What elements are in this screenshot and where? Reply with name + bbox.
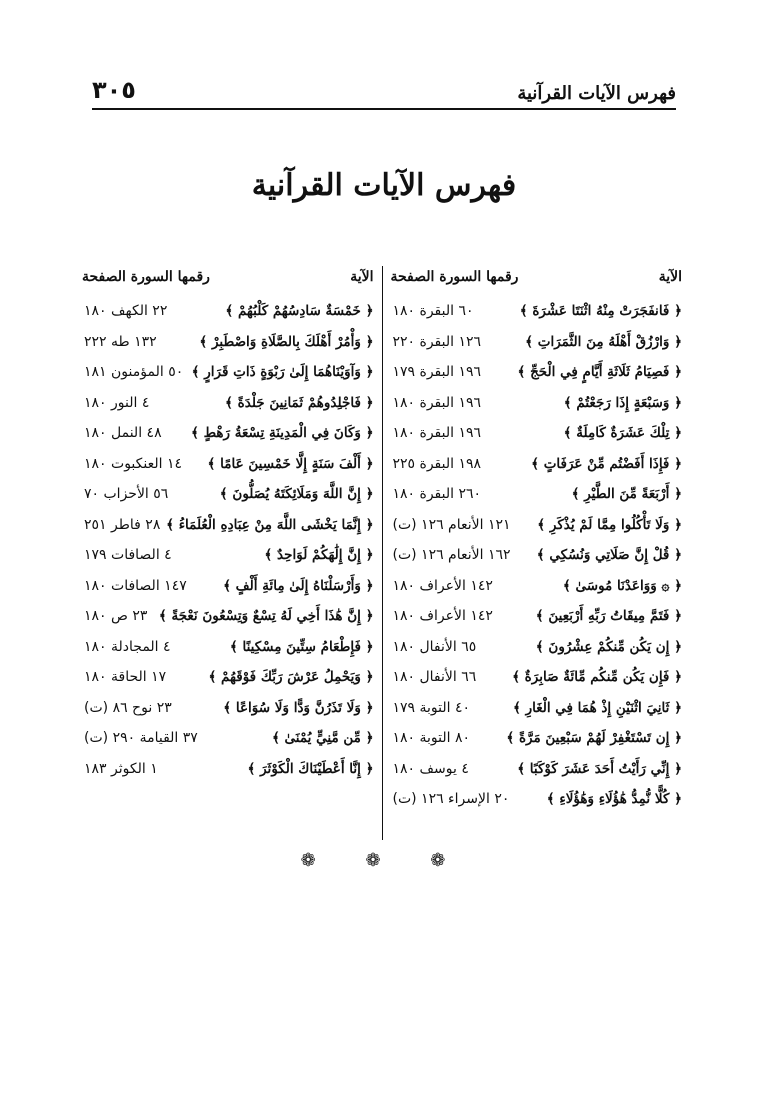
verse-reference: ٤ الصافات ١٧٩ — [84, 547, 172, 564]
verse-text: ﴿ فَتَمَّ مِيقَاتُ رَبِّهِ أَرْبَعِينَ ﴾ — [535, 608, 682, 625]
verse-reference: ١٢١ الأنعام ١٢٦ (ت) — [392, 516, 511, 533]
running-head — [92, 68, 676, 110]
index-row — [390, 540, 682, 571]
verse-text: ﴿ فَإِطْعَامُ سِتِّينَ مِسْكِينًا ﴾ — [229, 638, 374, 655]
verse-text: ﴿ إِنَّمَا يَخْشَى اللَّهَ مِنْ عِبَادِهِ الْعُلَمَاءُ ﴾ — [166, 516, 374, 533]
page-title: فهرس الآيات القرآنية — [251, 168, 517, 203]
column-header-ref: رقمها السورة الصفحة — [82, 269, 210, 285]
verse-text: ﴿ فَاجْلِدُوهُمْ ثَمَانِينَ جَلْدَةً ﴾ — [225, 394, 374, 411]
verse-text: ﴿ إِنَّ هَٰذَا أَخِي لَهُ تِسْعٌ وَتِسْعُونَ نَعْجَةً ﴾ — [158, 608, 374, 625]
index-row — [82, 296, 374, 327]
verse-reference: ١٤٧ الصافات ١٨٠ — [84, 577, 187, 594]
verse-text: ﴿ وَيَحْمِلُ عَرْشَ رَبِّكَ فَوْقَهُمْ ﴾ — [208, 669, 374, 686]
verse-reference: ٦٦ الأنفال ١٨٠ — [392, 669, 477, 686]
index-row — [82, 479, 374, 510]
index-row — [390, 784, 682, 815]
index-row — [82, 388, 374, 419]
index-row — [82, 510, 374, 541]
index-row — [390, 571, 682, 602]
index-columns — [82, 266, 682, 840]
verse-text: ﴿ إِنِّي رَأَيْتُ أَحَدَ عَشَرَ كَوْكَبًا ﴾ — [517, 760, 682, 777]
verse-reference: ٤٠ التوبة ١٧٩ — [392, 699, 471, 716]
column-header — [390, 266, 682, 288]
verse-reference: ٢٨ فاطر ٢٥١ — [84, 516, 161, 533]
index-row — [390, 296, 682, 327]
verse-text: ﴿ ثَانِيَ اثْنَيْنِ إِذْ هُمَا فِي الْغَارِ ﴾ — [512, 699, 682, 716]
verse-text: ﴿ فَانفَجَرَتْ مِنْهُ اثْنَتَا عَشْرَةَ ﴾ — [519, 303, 682, 320]
column-header-verse: الآية — [350, 269, 374, 285]
verse-reference: ٤ النور ١٨٠ — [84, 394, 150, 411]
verse-reference: ٨٠ التوبة ١٨٠ — [392, 730, 471, 747]
verse-reference: ١٧ الحاقة ١٨٠ — [84, 669, 167, 686]
verse-reference: ٤٨ النمل ١٨٠ — [84, 425, 162, 442]
index-row — [390, 632, 682, 663]
column-divider — [382, 266, 383, 840]
verse-text: ﴿ فَإِن يَكُن مِّنكُم مِّائَةٌ صَابِرَةٌ ﴾ — [512, 669, 682, 686]
verse-reference: ٢٠ الإسراء ١٢٦ (ت) — [392, 791, 510, 808]
left-column — [82, 266, 380, 840]
verse-text: ﴿ إِنَّ اللَّهَ وَمَلَائِكَتَهُ يُصَلُّونَ ﴾ — [219, 486, 374, 503]
verse-text: ﴿ أَلْفَ سَنَةٍ إِلَّا خَمْسِينَ عَامًا ﴾ — [207, 455, 374, 472]
verse-text: ﴿ كُلًّا نُّمِدُّ هَٰؤُلَاءِ وَهَٰؤُلَاءِ ﴾ — [546, 791, 682, 808]
verse-text: ﴿ إِن يَكُن مِّنكُمْ عِشْرُونَ ﴾ — [535, 638, 682, 655]
verse-text: ﴿ وَارْزُقْ أَهْلَهُ مِنَ الثَّمَرَاتِ ﴾ — [525, 333, 682, 350]
verse-text: ﴿ قُلْ إِنَّ صَلَاتِي وَنُسُكِي ﴾ — [536, 547, 682, 564]
index-row — [82, 754, 374, 785]
verse-reference: ٤ يوسف ١٨٠ — [392, 760, 469, 777]
index-row — [82, 723, 374, 754]
verse-reference: ١٩٦ البقرة ١٧٩ — [392, 364, 482, 381]
verse-reference: ١٩٨ البقرة ٢٢٥ — [392, 455, 482, 472]
index-row — [82, 540, 374, 571]
footer-ornament: ❁ ❁ ❁ — [300, 850, 468, 871]
column-header-verse: الآية — [658, 269, 682, 285]
index-row — [390, 754, 682, 785]
verse-text: ﴿ وَسَبْعَةٍ إِذَا رَجَعْتُمْ ﴾ — [563, 394, 682, 411]
verse-text: ﴿ وَلَا تَذَرُنَّ وَدًّا وَلَا سُوَاعًا ﴾ — [223, 699, 374, 716]
index-row — [390, 510, 682, 541]
verse-text: ﴿ وَأْمُرْ أَهْلَكَ بِالصَّلَاةِ وَاصْطَبِرْ ﴾ — [199, 333, 374, 350]
index-row — [390, 449, 682, 480]
verse-text: ﴿ إِن تَسْتَغْفِرْ لَهُمْ سَبْعِينَ مَرَّةً ﴾ — [506, 730, 682, 747]
verse-reference: ١٤٢ الأعراف ١٨٠ — [392, 608, 493, 625]
verse-reference: ٢٦٠ البقرة ١٨٠ — [392, 486, 482, 503]
index-row — [390, 662, 682, 693]
verse-text: ﴿ خَمْسَةٌ سَادِسُهُمْ كَلْبُهُمْ ﴾ — [225, 303, 374, 320]
index-row — [390, 479, 682, 510]
index-row — [82, 418, 374, 449]
verse-text: ﴿ وَكَانَ فِي الْمَدِينَةِ تِسْعَةُ رَهْطٍ ﴾ — [190, 425, 374, 442]
verse-reference: ١٤٢ الأعراف ١٨٠ — [392, 577, 493, 594]
verse-text: ﴿ أَرْبَعَةً مِّنَ الطَّيْرِ ﴾ — [571, 486, 682, 503]
verse-text: ﴿ تِلْكَ عَشَرَةٌ كَامِلَةٌ ﴾ — [563, 425, 682, 442]
verse-reference: ٤ المجادلة ١٨٠ — [84, 638, 171, 655]
verse-text: ﴿ إِنَّ إِلَٰهَكُمْ لَوَاحِدٌ ﴾ — [264, 547, 374, 564]
index-row — [390, 418, 682, 449]
verse-text: ﴿ ۞ وَوَاعَدْنَا مُوسَىٰ ﴾ — [562, 577, 682, 594]
verse-reference: ٢٣ ص ١٨٠ — [84, 608, 148, 625]
index-row — [82, 357, 374, 388]
verse-reference: ١٦٢ الأنعام ١٢٦ (ت) — [392, 547, 511, 564]
index-row — [82, 662, 374, 693]
column-header-ref: رقمها السورة الصفحة — [390, 269, 519, 285]
verse-text: ﴿ مِّن مَّنِيٍّ يُمْنَىٰ ﴾ — [271, 730, 374, 747]
index-row — [82, 601, 374, 632]
running-head-title: فهرس الآيات القرآنية — [517, 83, 676, 104]
verse-reference: ١ الكوثر ١٨٣ — [84, 760, 158, 777]
verse-text: ﴿ وَآوَيْنَاهُمَا إِلَىٰ رَبْوَةٍ ذَاتِ قَرَارٍ ﴾ — [191, 364, 374, 381]
index-row — [390, 601, 682, 632]
index-row — [390, 723, 682, 754]
verse-reference: ٥٠ المؤمنون ١٨١ — [84, 364, 184, 381]
verse-reference: ٥٦ الأحزاب ٧٠ — [84, 486, 169, 503]
verse-reference: ٣٧ القيامة ٢٩٠ (ت) — [84, 730, 198, 747]
verse-text: ﴿ فَصِيَامُ ثَلَاثَةِ أَيَّامٍ فِي الْحَجِّ ﴾ — [517, 364, 682, 381]
verse-reference: ٦٥ الأنفال ١٨٠ — [392, 638, 477, 655]
index-row — [82, 632, 374, 663]
index-row — [390, 693, 682, 724]
verse-reference: ١٤ العنكبوت ١٨٠ — [84, 455, 183, 472]
verse-reference: ٢٣ نوح ٨٦ (ت) — [84, 699, 172, 716]
verse-text: ﴿ وَلَا تَأْكُلُوا مِمَّا لَمْ يُذْكَرِ ﴾ — [537, 516, 682, 533]
verse-reference: ٦٠ البقرة ١٨٠ — [392, 303, 474, 320]
verse-text: ﴿ إِنَّا أَعْطَيْنَاكَ الْكَوْثَرَ ﴾ — [247, 760, 374, 777]
index-row — [390, 388, 682, 419]
verse-reference: ١٩٦ البقرة ١٨٠ — [392, 425, 482, 442]
index-row — [82, 449, 374, 480]
verse-reference: ٢٢ الكهف ١٨٠ — [84, 303, 168, 320]
verse-text: ﴿ وَأَرْسَلْنَاهُ إِلَىٰ مِائَةِ أَلْفٍ ﴾ — [223, 577, 374, 594]
right-column — [384, 266, 682, 840]
verse-reference: ١٩٦ البقرة ١٨٠ — [392, 394, 482, 411]
index-row — [82, 571, 374, 602]
index-row — [390, 327, 682, 358]
page-number: ٣٠٥ — [92, 76, 136, 104]
index-row — [82, 327, 374, 358]
index-row — [82, 693, 374, 724]
column-header — [82, 266, 374, 288]
verse-reference: ١٣٢ طه ٢٢٢ — [84, 333, 157, 350]
verse-reference: ١٢٦ البقرة ٢٢٠ — [392, 333, 482, 350]
verse-text: ﴿ فَإِذَا أَفَضْتُم مِّنْ عَرَفَاتٍ ﴾ — [531, 455, 682, 472]
index-row — [390, 357, 682, 388]
